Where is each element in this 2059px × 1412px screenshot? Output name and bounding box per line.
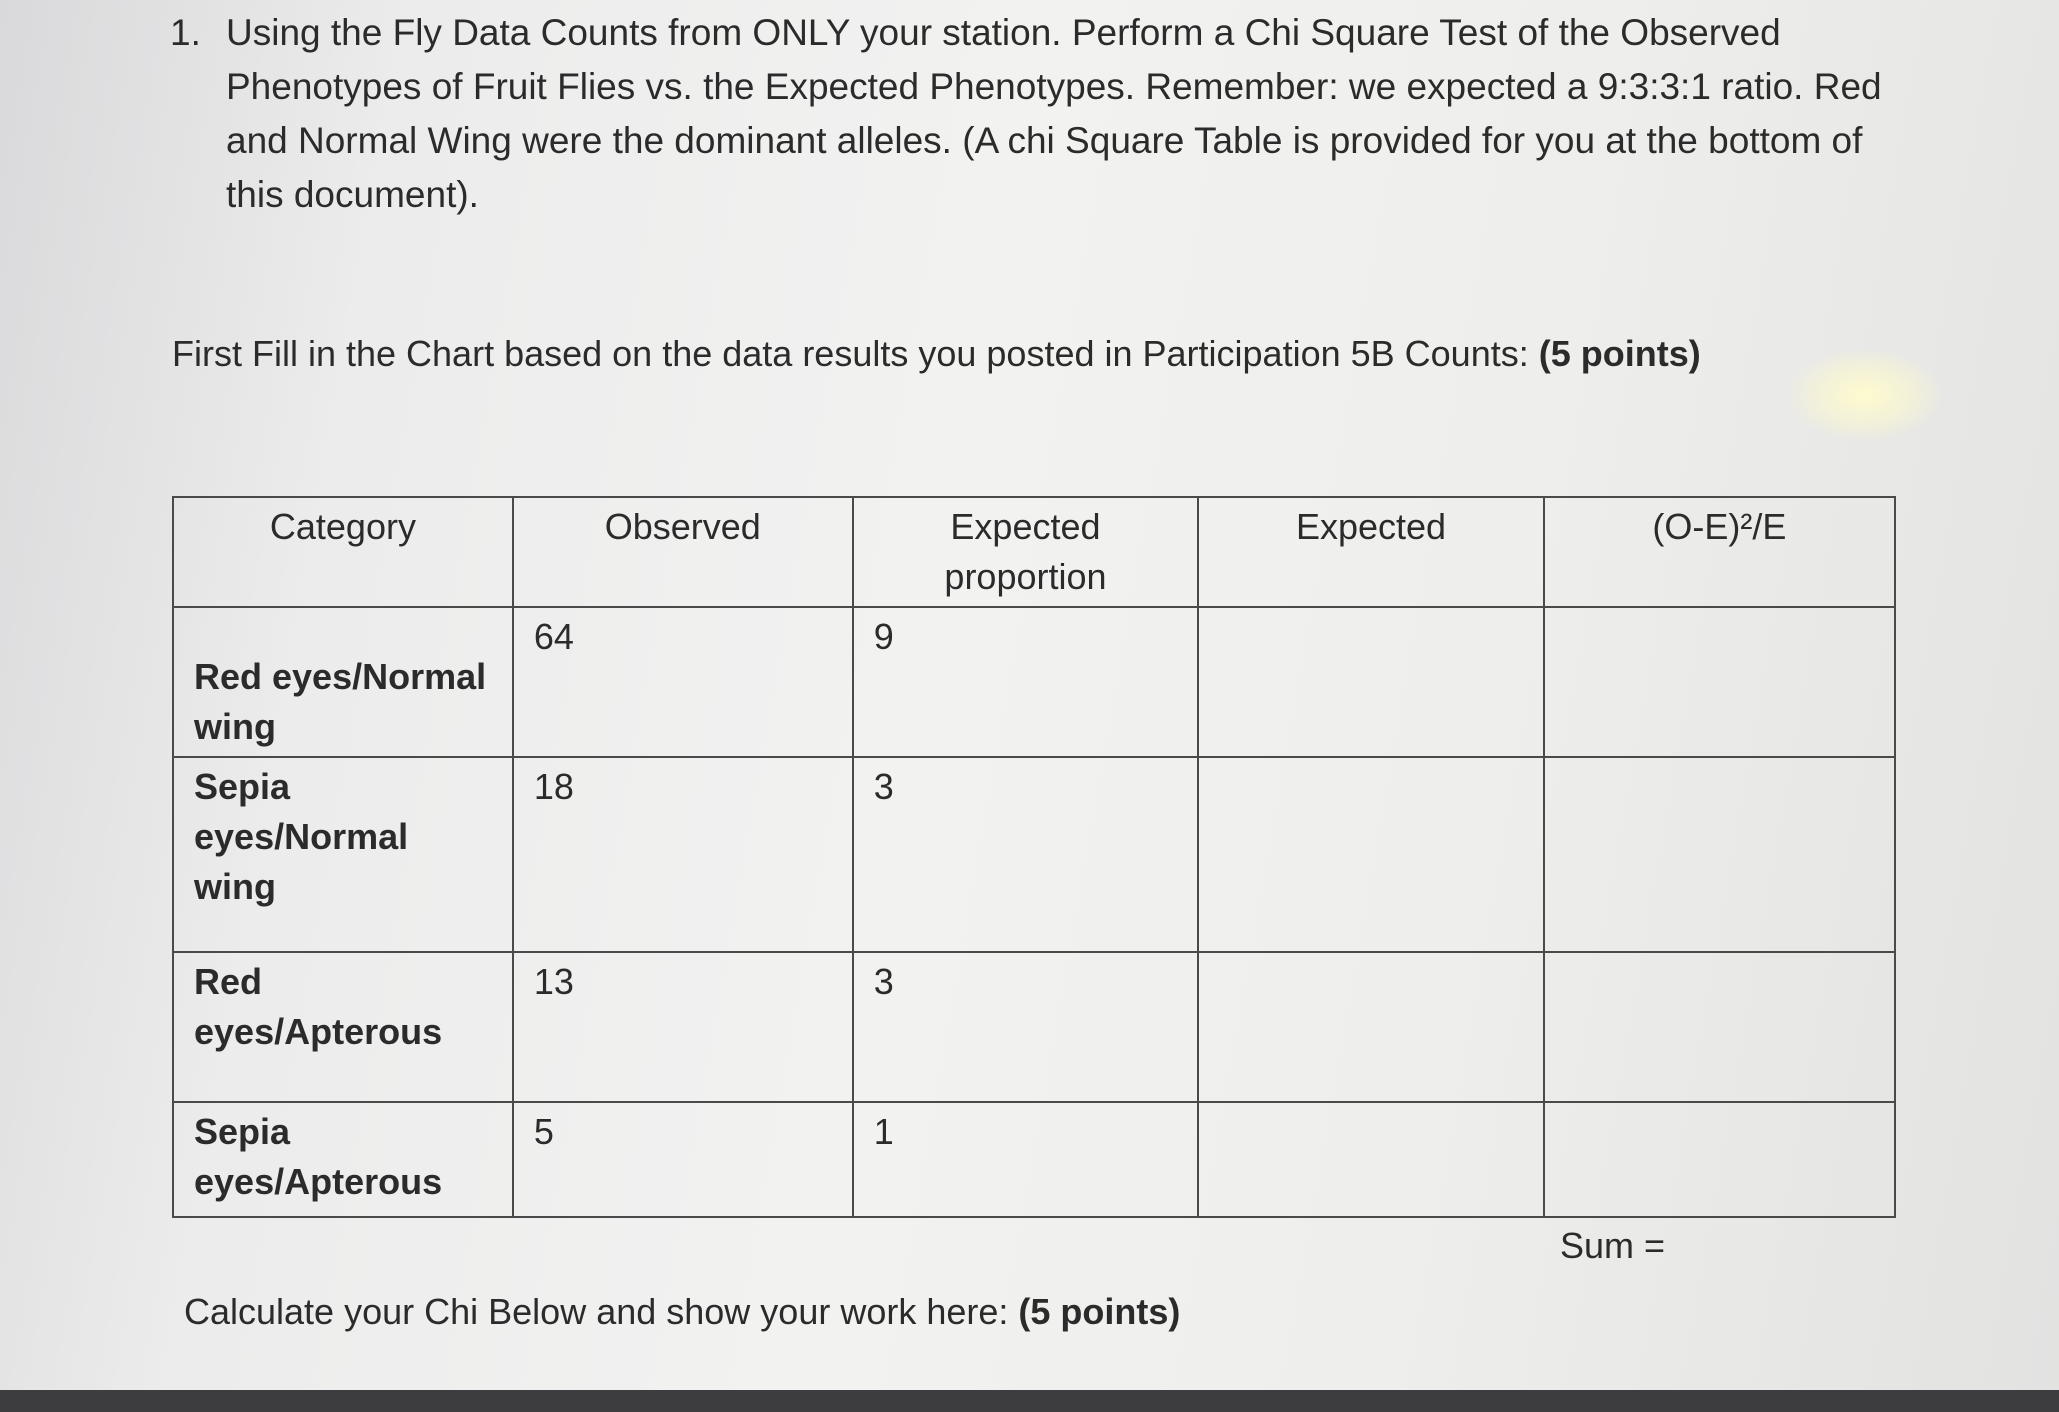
expected-cell[interactable] bbox=[1198, 952, 1544, 1102]
chart-instruction-points: (5 points) bbox=[1538, 333, 1701, 374]
chi-square-table bbox=[172, 496, 1896, 1218]
calculation-instruction-text: Calculate your Chi Below and show your work here: bbox=[184, 1291, 1019, 1332]
calculation-instruction bbox=[184, 1288, 1180, 1336]
calculation-instruction-points: (5 points) bbox=[1018, 1291, 1181, 1332]
chi-component-cell[interactable] bbox=[1544, 757, 1895, 952]
chart-instruction-text: First Fill in the Chart based on the data results you posted in Participation 5B Counts: bbox=[172, 333, 1539, 374]
light-glare bbox=[1790, 350, 1940, 440]
question-number: 1. bbox=[170, 12, 201, 53]
table-header-row bbox=[173, 497, 1895, 607]
expected-proportion-cell: 9 bbox=[853, 607, 1199, 757]
expected-proportion-cell: 3 bbox=[853, 952, 1199, 1102]
row-category: Red eyes/Apterous bbox=[173, 952, 513, 1102]
chi-component-cell[interactable] bbox=[1544, 952, 1895, 1102]
expected-proportion-cell: 1 bbox=[853, 1102, 1199, 1217]
expected-cell[interactable] bbox=[1198, 1102, 1544, 1217]
observed-cell: 18 bbox=[513, 757, 853, 952]
expected-cell[interactable] bbox=[1198, 607, 1544, 757]
sum-label: Sum = bbox=[1560, 1225, 1666, 1266]
observed-cell: 5 bbox=[513, 1102, 853, 1217]
header-category: Category bbox=[173, 497, 513, 607]
row-category: Sepia eyes/Normal wing bbox=[173, 757, 513, 952]
observed-cell: 13 bbox=[513, 952, 853, 1102]
table-row bbox=[173, 607, 1895, 757]
table-row bbox=[173, 952, 1895, 1102]
observed-cell: 64 bbox=[513, 607, 853, 757]
table-row bbox=[173, 1102, 1895, 1217]
chart-instruction bbox=[172, 330, 1701, 378]
chi-component-cell[interactable] bbox=[1544, 607, 1895, 757]
header-expected: Expected bbox=[1198, 497, 1544, 607]
header-observed: Observed bbox=[513, 497, 853, 607]
expected-proportion-cell: 3 bbox=[853, 757, 1199, 952]
page-bottom-edge bbox=[0, 1390, 2059, 1412]
header-chi-component: (O-E)²/E bbox=[1544, 497, 1895, 607]
question-1 bbox=[170, 6, 1896, 222]
expected-cell[interactable] bbox=[1198, 757, 1544, 952]
row-category: Red eyes/Normal wing bbox=[173, 607, 513, 757]
header-expected-proportion: Expected proportion bbox=[853, 497, 1199, 607]
chi-component-cell[interactable] bbox=[1544, 1102, 1895, 1217]
row-category: Sepia eyes/Apterous bbox=[173, 1102, 513, 1217]
question-text: Using the Fly Data Counts from ONLY your station. Perform a Chi Square Test of the Observed Phenotypes of Fruit Flies vs. the Expected Phenotypes. Remember: we expected a 9:3:3:1 ratio. Red and Normal Wing were the dominant alleles. (A chi Square Table is provided for you at the bottom of this document). bbox=[226, 12, 1882, 215]
table-row bbox=[173, 757, 1895, 952]
